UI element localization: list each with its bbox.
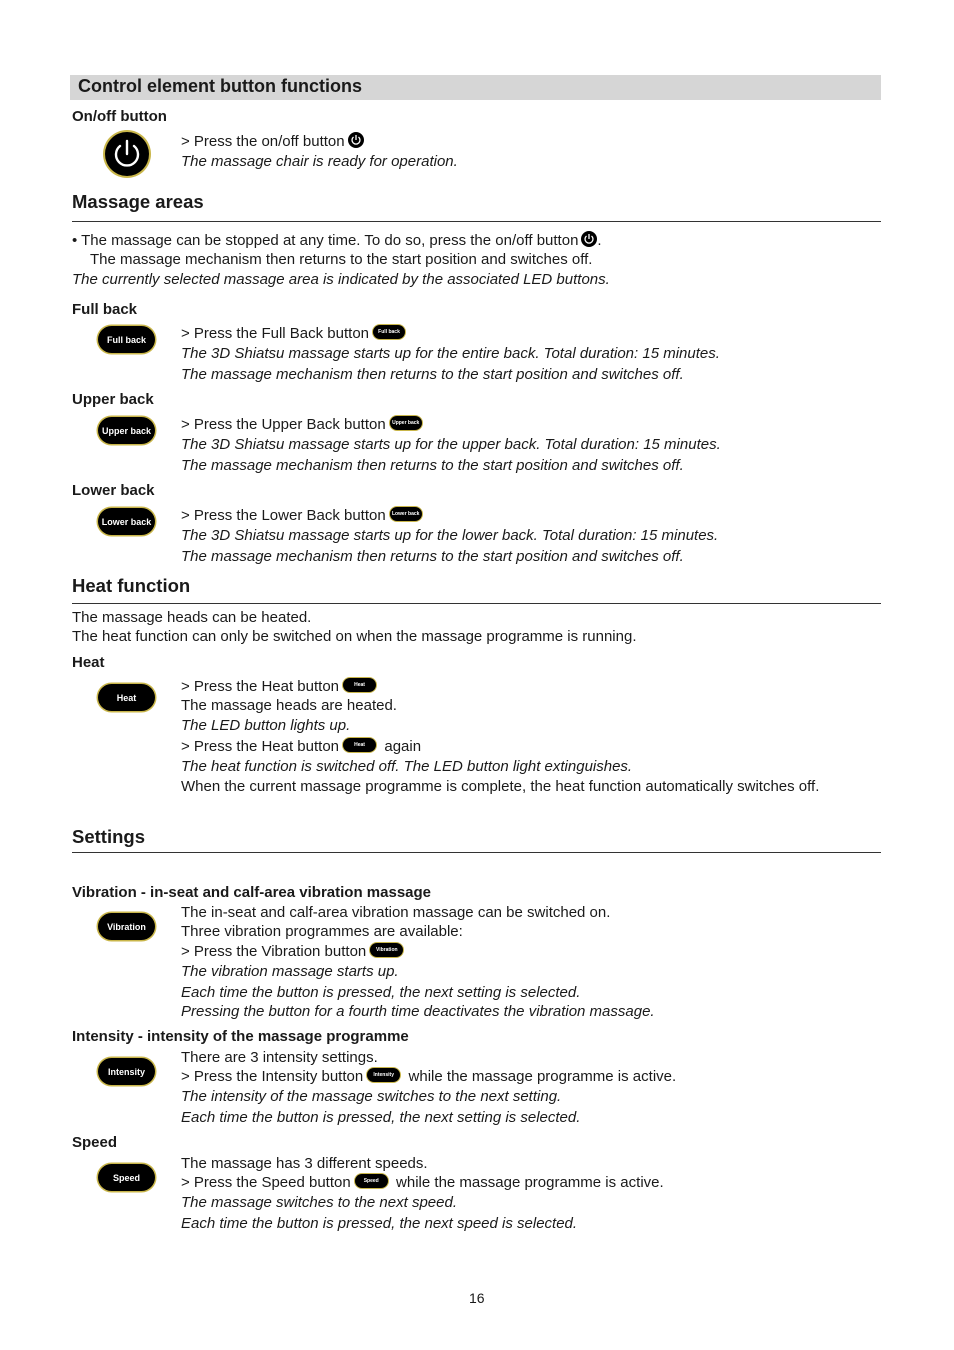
settings-heading: Settings [72,826,145,847]
banner-title: Control element button functions [78,76,362,96]
heat-button: Heat [98,684,155,711]
heat-intro2: The heat function can only be switched on when the massage programme is running. [72,628,637,645]
heat-function-heading: Heat function [72,575,191,596]
power-icon [105,132,149,176]
upper-back-line1: The 3D Shiatsu massage starts up for the upper back. Total duration: 15 minutes. [181,436,721,453]
upper-back-step: > Press the Upper Back button Upper back [181,415,422,435]
lower-back-heading: Lower back [72,482,155,499]
full-back-line1: The 3D Shiatsu massage starts up for the entire back. Total duration: 15 minutes. [181,345,720,362]
heat-intro1: The massage heads can be heated. [72,609,312,626]
vibration-line4: Each time the button is pressed, the next setting is selected. [181,984,581,1001]
vibration-line5: Pressing the button for a fourth time deactivates the vibration massage. [181,1003,655,1020]
full-back-heading: Full back [72,301,138,318]
heat-line4: When the current massage programme is complete, the heat function automatically switches off. [181,778,820,795]
onoff-step: > Press the on/off button [181,132,364,152]
massage-areas-note: The currently selected massage area is indicated by the associated LED buttons. [72,271,610,288]
lower-back-mini-icon: Lower back [390,507,422,521]
onoff-result: The massage chair is ready for operation. [181,153,458,170]
divider [72,221,881,222]
vibration-step: > Press the Vibration button Vibration [181,942,403,962]
upper-back-heading: Upper back [72,391,154,408]
full-back-mini-icon: Full back [373,325,405,339]
upper-back-button: Upper back [98,417,155,444]
speed-step: > Press the Speed button Speed while the massage programme is active. [181,1174,664,1191]
heat-line1: The massage heads are heated. [181,697,397,714]
power-icon [581,231,597,247]
intensity-heading: Intensity - intensity of the massage programme [72,1028,409,1045]
vibration-line1: The in-seat and calf-area vibration massage can be switched on. [181,904,611,921]
heat-line3: The heat function is switched off. The LED button light extinguishes. [181,758,633,775]
massage-areas-bullet: • The massage can be stopped at any time. To do so, press the on/off button . [72,232,602,249]
lower-back-button: Lower back [98,508,155,535]
vibration-button: Vibration [98,913,155,940]
intensity-line1: There are 3 intensity settings. [181,1049,378,1066]
page-number: 16 [469,1290,485,1306]
speed-line2: The massage switches to the next speed. [181,1194,457,1211]
heat-mini-icon: Heat [343,738,376,752]
full-back-step: > Press the Full Back button Full back [181,324,405,344]
onoff-heading: On/off button [72,108,167,125]
upper-back-mini-icon: Upper back [390,416,422,430]
massage-areas-heading: Massage areas [72,191,204,212]
divider [72,852,881,853]
speed-heading: Speed [72,1134,118,1151]
full-back-button: Full back [98,326,155,353]
intensity-line2: The intensity of the massage switches to the next setting. [181,1088,562,1105]
massage-areas-line2: The massage mechanism then returns to the start position and switches off. [90,251,593,268]
power-icon [348,132,364,148]
intensity-step: > Press the Intensity button Intensity while the massage programme is active. [181,1068,677,1085]
intensity-button: Intensity [98,1058,155,1085]
heat-line2: The LED button lights up. [181,717,351,734]
intensity-line3: Each time the button is pressed, the next setting is selected. [181,1109,581,1126]
speed-line1: The massage has 3 different speeds. [181,1155,428,1172]
upper-back-line2: The massage mechanism then returns to the start position and switches off. [181,457,684,474]
lower-back-line1: The 3D Shiatsu massage starts up for the lower back. Total duration: 15 minutes. [181,527,719,544]
heat-step1: > Press the Heat button Heat [181,677,376,697]
heat-step2: > Press the Heat button Heat again [181,738,422,755]
heat-sub-heading: Heat [72,654,105,671]
vibration-heading: Vibration - in-seat and calf-area vibration massage [72,884,432,901]
lower-back-step: > Press the Lower Back button Lower back [181,506,422,526]
speed-mini-icon: Speed [355,1174,388,1188]
lower-back-line2: The massage mechanism then returns to the start position and switches off. [181,548,684,565]
heat-mini-icon: Heat [343,678,376,692]
speed-button: Speed [98,1164,155,1191]
vibration-line2: Three vibration programmes are available: [181,923,463,940]
intensity-mini-icon: Intensity [367,1068,400,1082]
full-back-line2: The massage mechanism then returns to the start position and switches off. [181,366,684,383]
section-banner [70,75,881,100]
speed-line3: Each time the button is pressed, the next speed is selected. [181,1215,578,1232]
vibration-mini-icon: Vibration [370,943,403,957]
vibration-line3: The vibration massage starts up. [181,963,399,980]
divider [72,603,881,604]
